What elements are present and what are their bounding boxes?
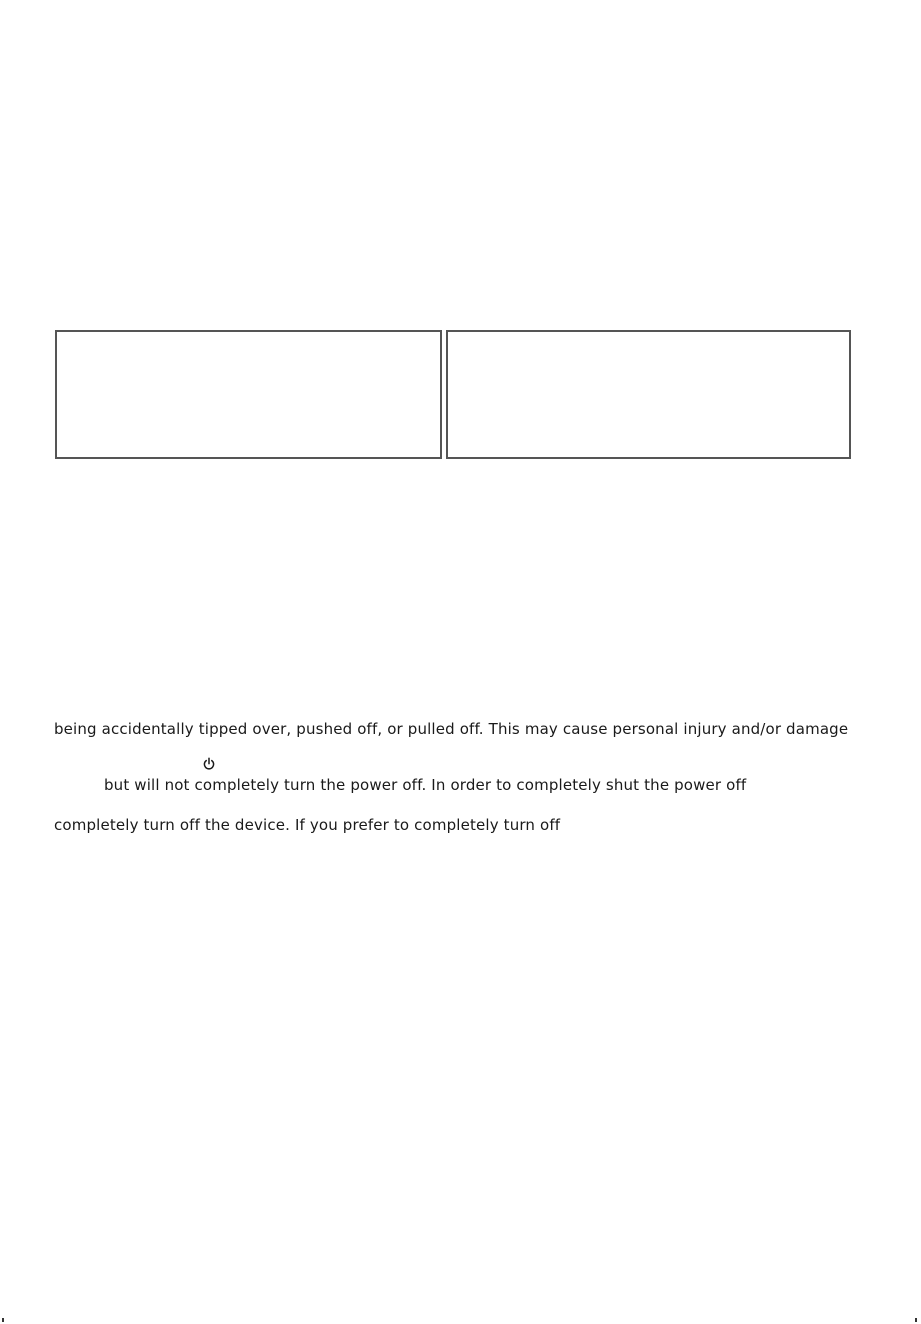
text-line-tipped-over: being accidentally tipped over, pushed off, or pulled off. This may cause personal injury and/or damage	[54, 720, 849, 738]
page-corner-mark-right	[915, 1318, 917, 1322]
text-line-turn-off-device: completely turn off the device. If you prefer to completely turn off	[54, 816, 561, 834]
power-icon	[202, 757, 216, 771]
text-line-power-off: but will not completely turn the power off. In order to completely shut the power off	[104, 776, 747, 794]
empty-box-left	[55, 330, 442, 459]
empty-box-right	[446, 330, 851, 459]
page-corner-mark-left	[2, 1318, 4, 1322]
